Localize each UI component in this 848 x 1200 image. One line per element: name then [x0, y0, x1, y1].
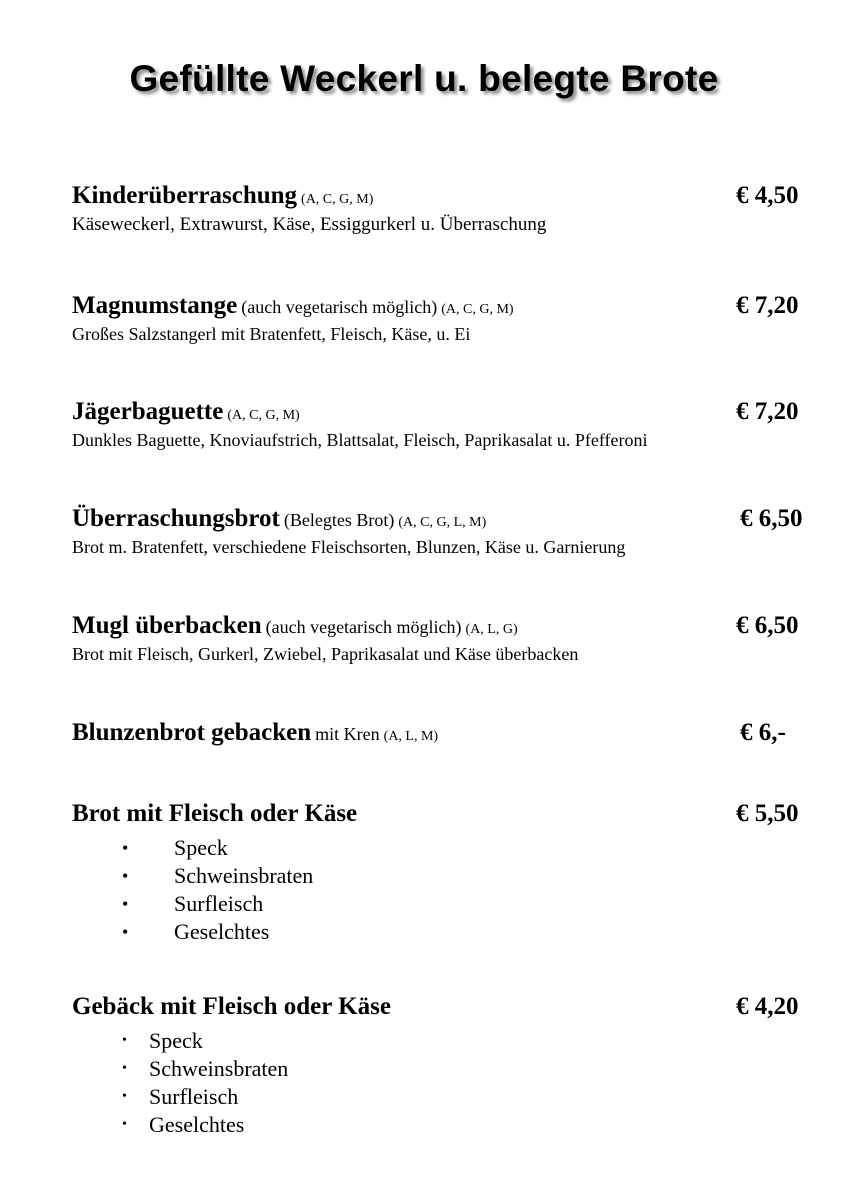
filling-label: Surfleisch [149, 1084, 239, 1109]
item-extra: (auch vegetarisch möglich) [265, 617, 462, 637]
bullet: • [122, 894, 129, 914]
item-description: Großes Salzstangerl mit Bratenfett, Fleisch, Käse, u. Ei [72, 324, 471, 344]
item-name: Mugl überbacken [72, 612, 262, 639]
list-item [72, 918, 812, 946]
menu-item-magnumstange [72, 292, 812, 345]
item-price: € 6,50 [736, 612, 799, 639]
item-allergens: (A, C, G, M) [301, 192, 374, 207]
item-description: Brot m. Bratenfett, verschiedene Fleischsorten, Blunzen, Käse u. Garnierung [72, 537, 626, 557]
page-title: Gefüllte Weckerl u. belegte Brote [129, 58, 719, 99]
filling-list [72, 834, 812, 946]
item-price: € 7,20 [736, 398, 799, 425]
item-description: Käseweckerl, Extrawurst, Käse, Essiggurkerl u. Überraschung [72, 214, 547, 235]
item-price: € 6,- [740, 719, 786, 746]
list-item [72, 1027, 812, 1055]
menu-item-gebaeck-mit-fleisch-oder-kaese [72, 993, 812, 1139]
item-price: € 7,20 [736, 292, 799, 319]
list-item [72, 1083, 812, 1111]
filling-label: Schweinsbraten [149, 1056, 289, 1081]
list-item [72, 1111, 812, 1139]
filling-list [72, 1027, 812, 1139]
bullet: • [122, 1061, 127, 1076]
item-name: Überraschungsbrot [72, 505, 280, 532]
item-name: Kinderüberraschung [72, 182, 298, 209]
item-extra: (Belegtes Brot) [283, 510, 395, 530]
item-name: Magnumstange [72, 292, 238, 319]
item-price: € 6,50 [740, 505, 803, 532]
list-item [72, 1055, 812, 1083]
list-item [72, 862, 812, 890]
item-price: € 4,20 [736, 993, 799, 1020]
bullet: • [122, 1033, 127, 1048]
item-allergens: (A, L, G) [465, 622, 518, 637]
bullet: • [122, 1089, 127, 1104]
filling-label: Schweinsbraten [174, 863, 314, 888]
item-allergens: (A, C, G, M) [441, 302, 514, 317]
list-item [72, 834, 812, 862]
item-name: Jägerbaguette [72, 398, 224, 425]
bullet: • [122, 1117, 127, 1132]
item-name: Brot mit Fleisch oder Käse [72, 800, 358, 827]
list-item [72, 890, 812, 918]
item-description: Dunkles Baguette, Knoviaufstrich, Blattsalat, Fleisch, Paprikasalat u. Pfefferoni [72, 430, 648, 450]
item-allergens: (A, L, M) [383, 729, 439, 744]
item-extra: (auch vegetarisch möglich) [241, 297, 438, 317]
bullet: • [122, 866, 129, 886]
item-description: Brot mit Fleisch, Gurkerl, Zwiebel, Paprikasalat und Käse überbacken [72, 644, 579, 664]
item-price: € 4,50 [736, 182, 799, 209]
item-price: € 5,50 [736, 800, 799, 827]
filling-label: Speck [149, 1028, 203, 1053]
filling-label: Speck [174, 835, 228, 860]
item-allergens: (A, C, G, L, M) [398, 515, 487, 530]
menu-item-ueberraschungsbrot [72, 505, 812, 558]
menu-item-jaegerbaguette [72, 398, 812, 451]
filling-label: Geselchtes [174, 919, 270, 944]
menu-item-kinderueberraschung [72, 182, 812, 236]
filling-label: Geselchtes [149, 1112, 245, 1137]
bullet: • [122, 922, 129, 942]
menu-item-blunzenbrot [72, 719, 812, 751]
filling-label: Surfleisch [174, 891, 264, 916]
menu-item-mugl-ueberbacken [72, 612, 812, 665]
item-name: Blunzenbrot gebacken [72, 719, 312, 746]
item-allergens: (A, C, G, M) [227, 408, 300, 423]
bullet: • [122, 838, 129, 858]
item-name: Gebäck mit Fleisch oder Käse [72, 993, 391, 1020]
menu-item-brot-mit-fleisch-oder-kaese [72, 800, 812, 946]
item-extra: mit Kren [315, 724, 380, 744]
